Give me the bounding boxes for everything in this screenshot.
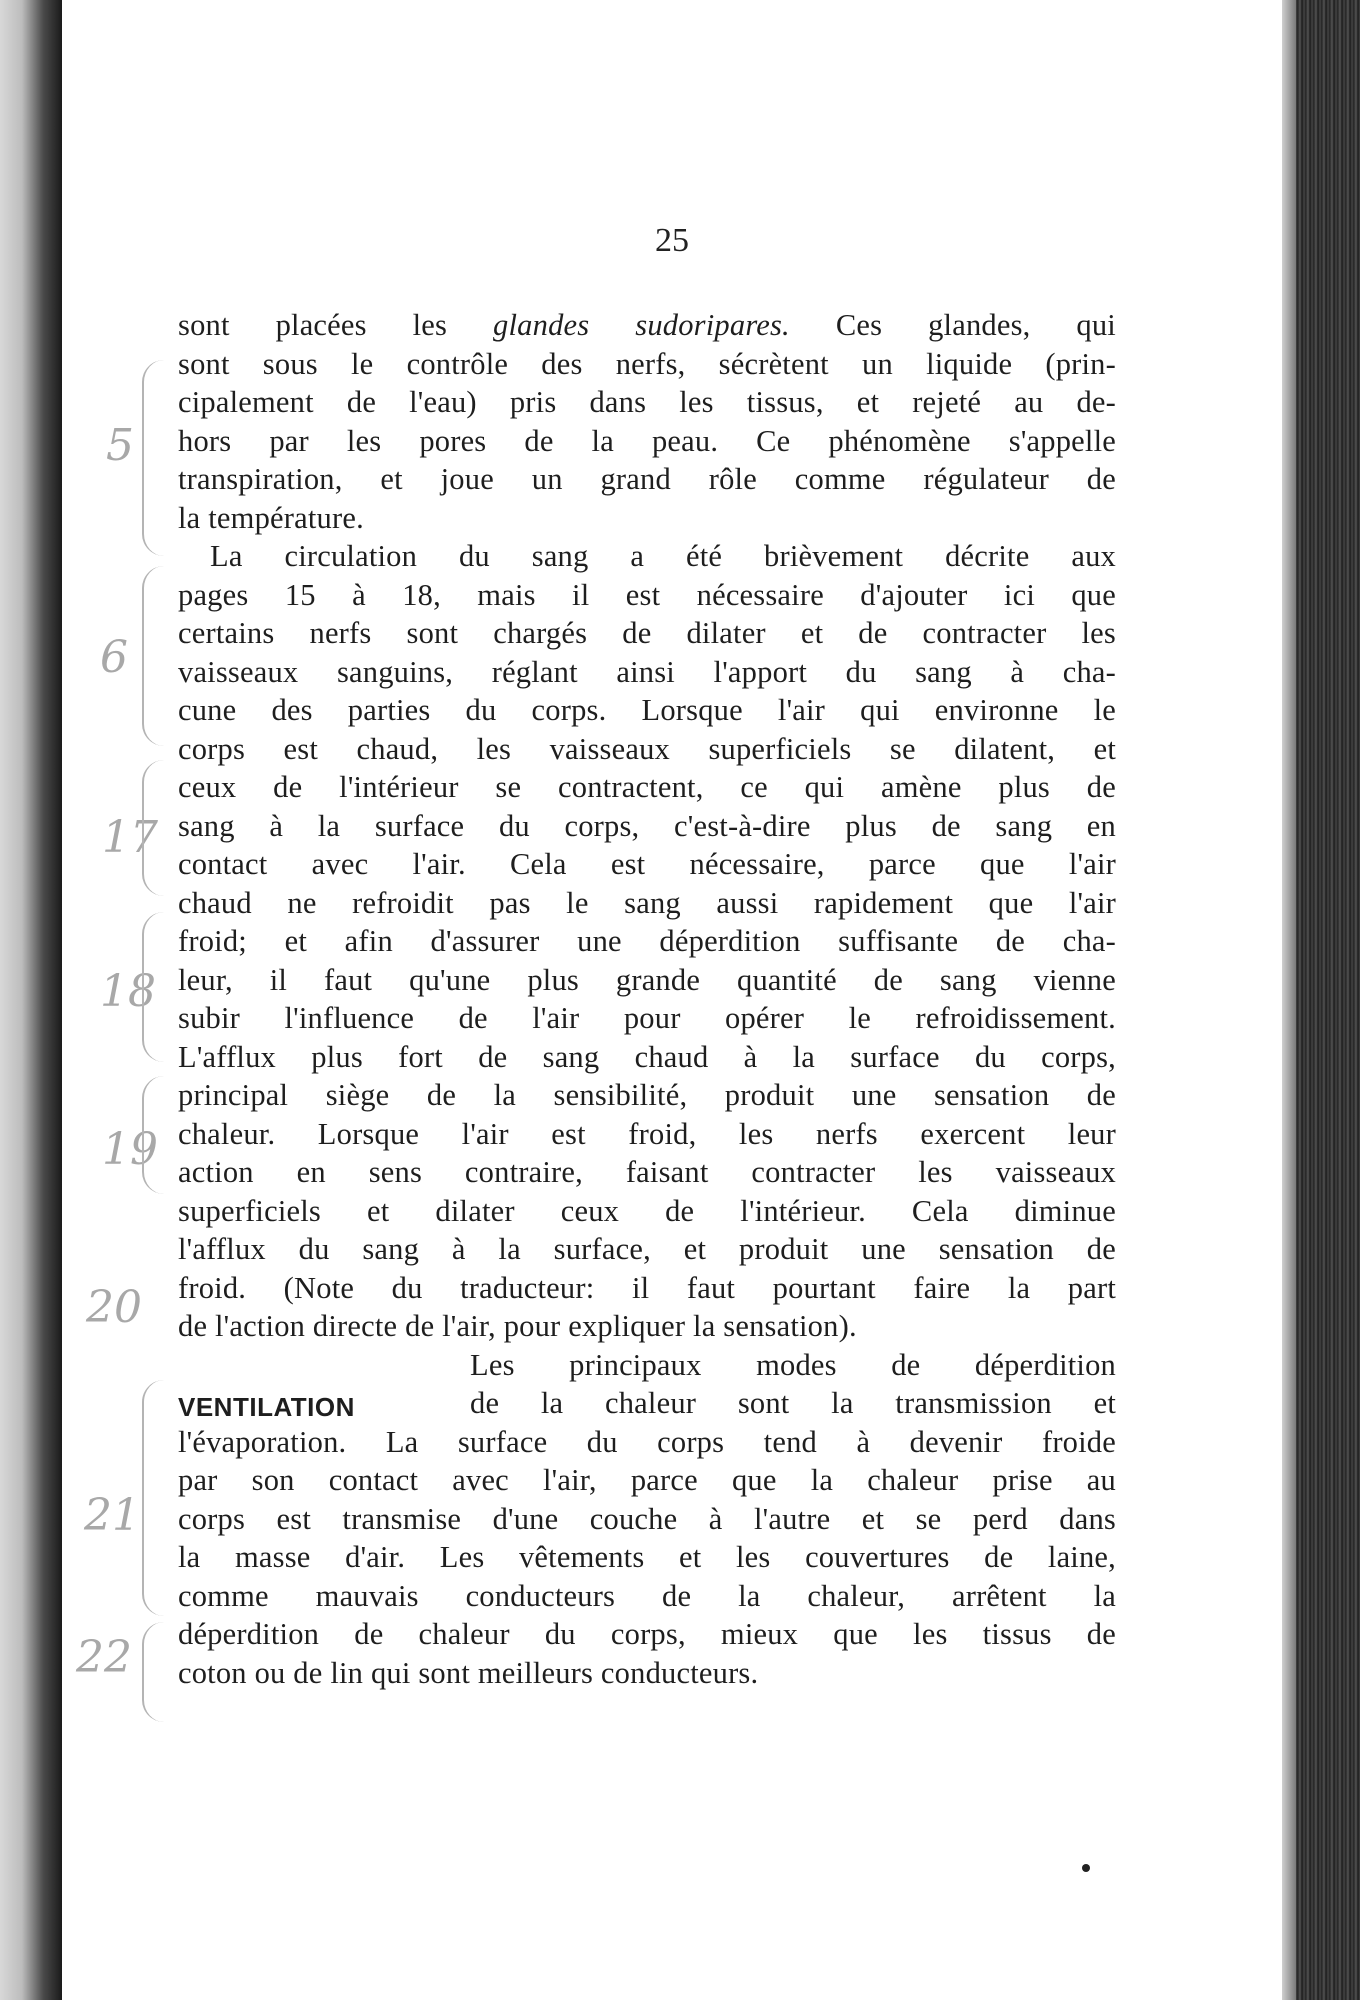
text-line: déperdition de chaleur du corps, mieux que les tissus de bbox=[178, 1617, 1116, 1651]
text-line: de l'action directe de l'air, pour expliquer la sensation). bbox=[178, 1309, 857, 1343]
text-line: l'évaporation. La surface du corps tend à devenir froide bbox=[178, 1424, 1116, 1459]
text-line: ceux de l'intérieur se contractent, ce qui amène plus de bbox=[178, 770, 1116, 804]
text-line: vaisseaux sanguins, réglant ainsi l'apport du sang à cha- bbox=[178, 654, 1116, 689]
text-line: cune des parties du corps. Lorsque l'air qui environne le bbox=[178, 693, 1116, 727]
text-line: transpiration, et joue un grand rôle comme régulateur de bbox=[178, 462, 1116, 496]
section-heading: VENTILATION bbox=[178, 1392, 355, 1422]
margin-note-5: 5 bbox=[106, 420, 134, 471]
text-line: leur, il faut qu'une plus grande quantité de sang vienne bbox=[178, 962, 1116, 997]
text-line: la température. bbox=[178, 500, 364, 535]
text-line: chaud ne refroidit pas le sang aussi rapidement que l'air bbox=[178, 885, 1116, 920]
text-line: principal siège de la sensibilité, produit une sensation de bbox=[178, 1078, 1116, 1112]
text-line: chaleur. Lorsque l'air est froid, les nerfs exercent leur bbox=[178, 1116, 1116, 1151]
margin-note-17: 17 bbox=[102, 812, 158, 863]
text-line: pages 15 à 18, mais il est nécessaire d'ajouter ici que bbox=[178, 577, 1116, 612]
text-line: la masse d'air. Les vêtements et les couvertures de laine, bbox=[178, 1540, 1116, 1574]
book-left-edge bbox=[0, 0, 62, 2000]
text-line: contact avec l'air. Cela est nécessaire, parce que l'air bbox=[178, 847, 1116, 881]
margin-note-22: 22 bbox=[76, 1632, 132, 1683]
margin-note-18: 18 bbox=[100, 966, 156, 1017]
text-line: L'afflux plus fort de sang chaud à la surface du corps, bbox=[178, 1039, 1116, 1074]
text-line: l'afflux du sang à la surface, et produit une sensation de bbox=[178, 1232, 1116, 1266]
page-number: 25 bbox=[655, 222, 689, 259]
ink-speck bbox=[1082, 1864, 1090, 1872]
text-segment: sont placées les glandes sudoripares. Ces glandes, qui bbox=[178, 308, 1116, 342]
text-line: Les principaux modes de déperdition bbox=[470, 1347, 1116, 1382]
text-line: action en sens contraire, faisant contracter les vaisseaux bbox=[178, 1155, 1116, 1189]
text-line: froid; et afin d'assurer une déperdition suffisante de cha- bbox=[178, 924, 1116, 958]
text-line: froid. (Note du traducteur: il faut pourtant faire la part bbox=[178, 1270, 1116, 1305]
text-line: par son contact avec l'air, parce que la chaleur prise au bbox=[178, 1463, 1116, 1497]
text-line: comme mauvais conducteurs de la chaleur, arrêtent la bbox=[178, 1578, 1116, 1613]
margin-note-19: 19 bbox=[102, 1124, 158, 1175]
text-line: certains nerfs sont chargés de dilater et de contracter les bbox=[178, 616, 1116, 650]
text-line: subir l'influence de l'air pour opérer le refroidissement. bbox=[178, 1001, 1116, 1035]
text-line: hors par les pores de la peau. Ce phénomène s'appelle bbox=[178, 423, 1116, 458]
italic-term: glandes sudoripares. bbox=[493, 308, 790, 342]
text-line: superficiels et dilater ceux de l'intérieur. Cela diminue bbox=[178, 1193, 1116, 1228]
text-line bbox=[178, 306, 1116, 345]
book-page bbox=[62, 0, 1282, 2000]
text-line: sang à la surface du corps, c'est-à-dire plus de sang en bbox=[178, 808, 1116, 843]
text-line: corps est transmise d'une couche à l'autre et se perd dans bbox=[178, 1501, 1116, 1536]
body-text bbox=[178, 306, 1116, 1692]
text-line: de la chaleur sont la transmission et bbox=[470, 1386, 1116, 1420]
book-right-edge bbox=[1282, 0, 1360, 2000]
ventilation-intro bbox=[470, 1346, 1116, 1423]
text-line: cipalement de l'eau) pris dans les tissus, et rejeté au de- bbox=[178, 385, 1116, 419]
text-line: sont sous le contrôle des nerfs, sécrètent un liquide (prin- bbox=[178, 346, 1116, 381]
text-line: corps est chaud, les vaisseaux superficiels se dilatent, et bbox=[178, 731, 1116, 766]
margin-note-20: 20 bbox=[86, 1282, 142, 1333]
margin-note-21: 21 bbox=[84, 1490, 140, 1541]
text-line: coton ou de lin qui sont meilleurs conducteurs. bbox=[178, 1655, 759, 1690]
margin-note-6: 6 bbox=[100, 632, 128, 683]
text-line: La circulation du sang a été brièvement décrite aux bbox=[210, 539, 1116, 573]
